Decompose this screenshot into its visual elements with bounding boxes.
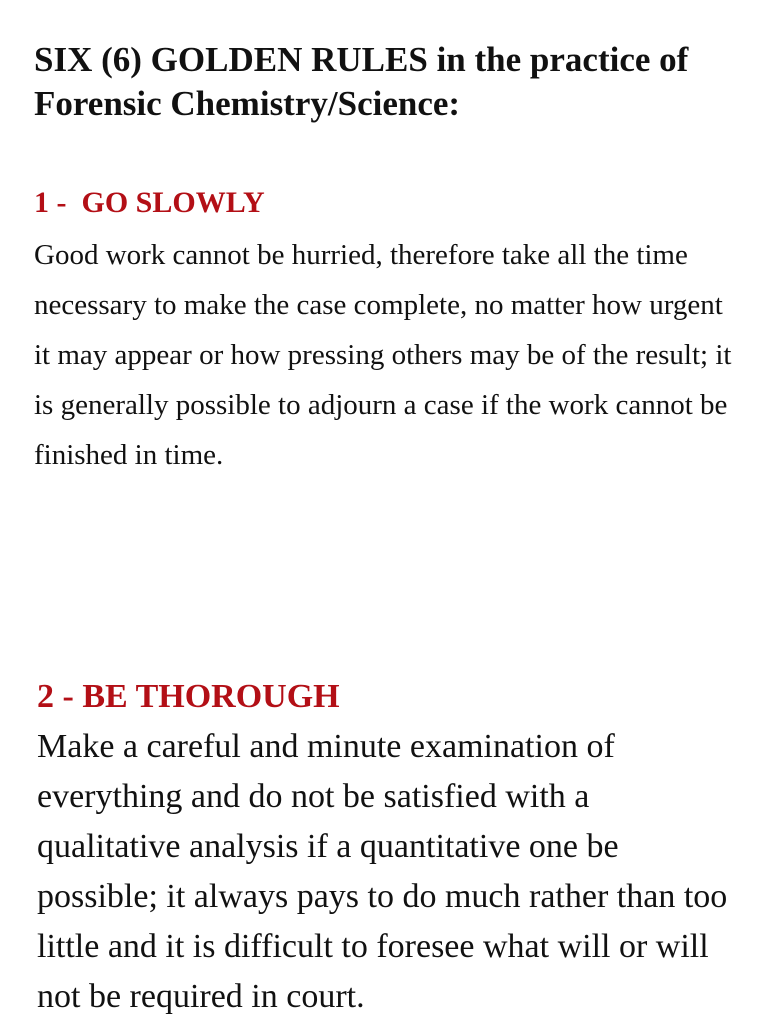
rule-heading: 2 - BE THOROUGH — [37, 678, 340, 715]
page-title: SIX (6) GOLDEN RULES in the practice of Forensic Chemistry/Science: — [34, 40, 689, 123]
rule-body: Good work cannot be hurried, therefore take all the time necessary to make the case complete, no matter how urgent it may appear or how pressing others may be of the result; it is generally possible to adjourn a case if the work cannot be finished in time. — [34, 239, 732, 471]
rule-heading: 1 - GO SLOWLY — [34, 186, 265, 219]
rule-body: Make a careful and minute examination of everything and do not be satisfied with a qualitative analysis if a quantitative one be possible; it always pays to do much rather than too little and it is difficult to foresee what will or will not be required in court. — [37, 728, 728, 1015]
